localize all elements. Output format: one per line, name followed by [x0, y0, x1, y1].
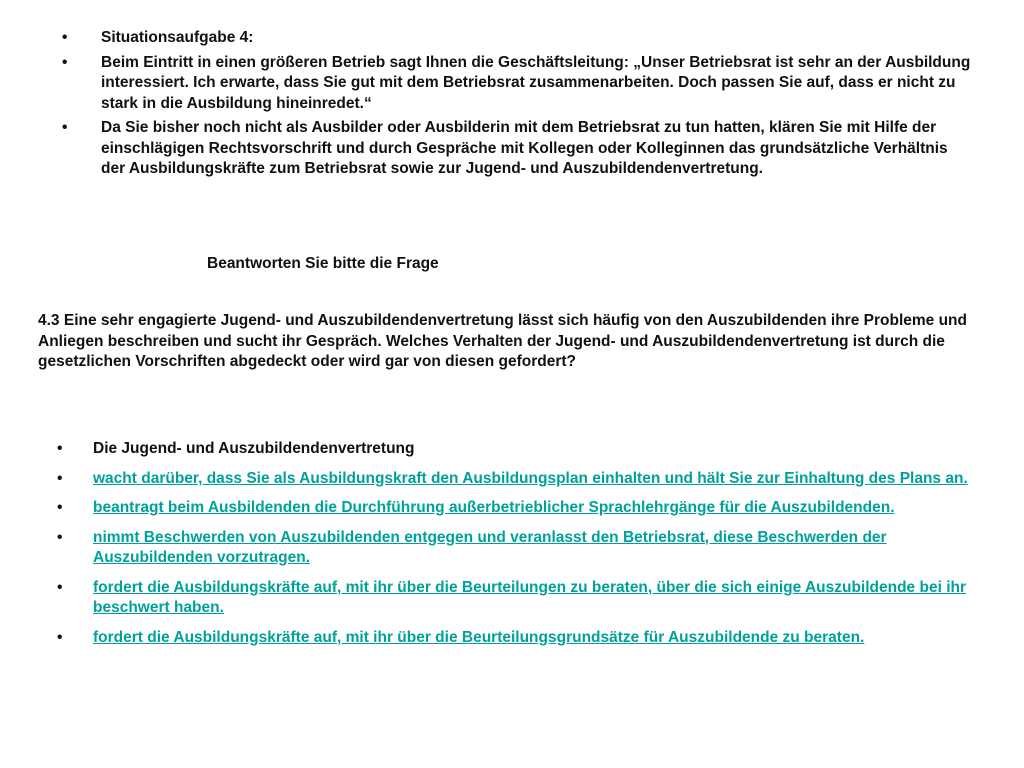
situation-quote — [62, 53, 972, 115]
bullet: • — [62, 29, 68, 46]
answer-option-1[interactable] — [57, 469, 987, 490]
answer-option-link[interactable]: nimmt Beschwerden von Auszubildenden entgegen und veranlasst den Betriebsrat, diese Beschwerden der Auszubildenden vorzutragen. — [93, 528, 887, 566]
bullet: • — [57, 528, 63, 546]
situation-title — [62, 28, 972, 49]
question-text: 4.3 Eine sehr engagierte Jugend- und Auszubildendenvertretung lässt sich häufig von den Auszubildenden ihre Probleme und Anliegen beschreiben und sucht ihr Gespräch. Welches Verhalten der Jugend- und Auszubildendenvertretung ist durch die gesetzlichen Vorschriften abgedeckt oder wird gar von diesen gefordert? — [38, 312, 967, 370]
bullet: • — [57, 499, 63, 516]
answer-option-5[interactable] — [57, 628, 987, 649]
situation-quote-text: Beim Eintritt in einen größeren Betrieb sagt Ihnen die Geschäftsleitung: „Unser Betriebsrat ist sehr an der Ausbildung interessiert. Ich erwarte, dass Sie gut mit dem Betriebsrat zusammenarbeiten. Doch passen Sie auf, dass er nicht zu stark in die Ausbildung hineinredet.“ — [101, 53, 971, 112]
answer-prompt: Beantworten Sie bitte die Frage — [207, 255, 439, 272]
answer-option-4[interactable] — [57, 578, 987, 619]
answer-option-2[interactable] — [57, 498, 987, 519]
answer-intro-text: Die Jugend- und Auszubildendenvertretung — [93, 440, 415, 457]
answer-option-3[interactable] — [57, 528, 987, 569]
bullet: • — [57, 578, 63, 596]
situation-task — [62, 118, 972, 180]
situation-task-text: Da Sie bisher noch nicht als Ausbilder oder Ausbilderin mit dem Betriebsrat zu tun hatten, klären Sie mit Hilfe der einschlägigen Rechtsvorschrift und durch Gespräche mit Kollegen oder Kolleginnen das grundsätzliche Verhältnis der Ausbildungskräfte zum Betriebsrat sowie zur Jugend- und Auszubildendenvertretung. — [101, 119, 948, 177]
bullet: • — [62, 53, 68, 71]
answer-option-link[interactable]: fordert die Ausbildungskräfte auf, mit ihr über die Beurteilungsgrundsätze für Auszubildende zu beraten. — [93, 628, 865, 646]
answer-intro — [57, 439, 987, 460]
bullet: • — [57, 440, 63, 457]
bullet: • — [57, 469, 63, 487]
bullet: • — [57, 628, 63, 646]
answer-list — [57, 439, 987, 657]
situation-title-text: Situationsaufgabe 4: — [101, 29, 254, 46]
bullet: • — [62, 119, 68, 136]
situation-list — [62, 28, 972, 184]
answer-option-link[interactable]: fordert die Ausbildungskräfte auf, mit ihr über die Beurteilungen zu beraten, über die sich einige Auszubildende bei ihr beschwert haben. — [93, 578, 966, 616]
answer-option-link[interactable]: beantragt beim Ausbildenden die Durchführung außerbetrieblicher Sprachlehrgänge für die Auszubildenden. — [93, 499, 895, 516]
answer-option-link[interactable]: wacht darüber, dass Sie als Ausbildungskraft den Ausbildungsplan einhalten und hält Sie zur Einhaltung des Plans an. — [93, 469, 968, 487]
